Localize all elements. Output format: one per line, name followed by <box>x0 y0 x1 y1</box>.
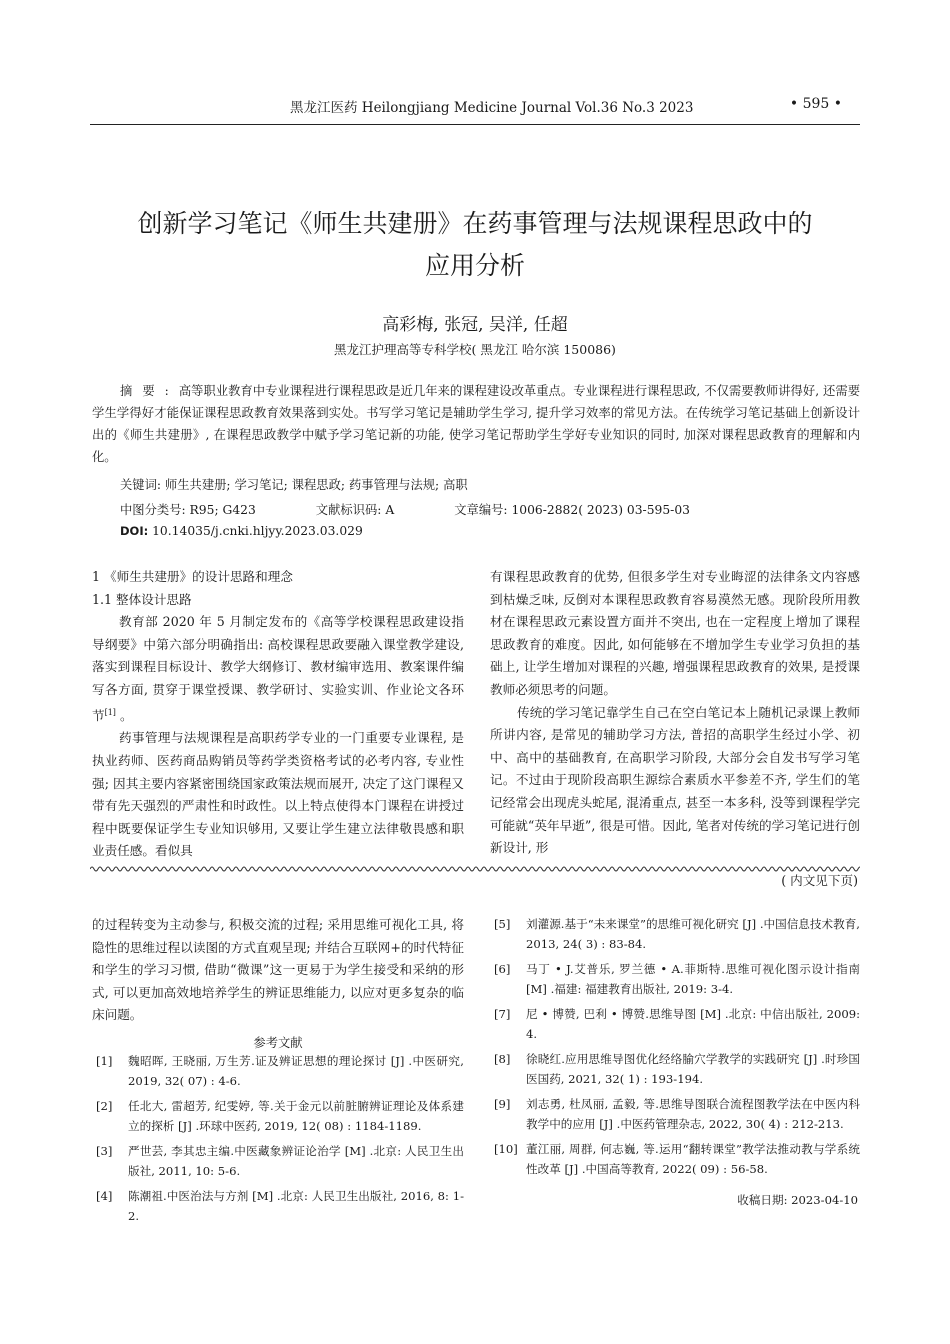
document-code: 文献标识码: A <box>315 503 395 517</box>
reference-number: [8] <box>494 1052 511 1066</box>
reference-item <box>494 1094 860 1134</box>
reference-number: [9] <box>494 1097 511 1111</box>
paper-title-line1: 创新学习笔记《师生共建册》在药事管理与法规课程思政中的 <box>137 209 813 238</box>
authors: 高彩梅, 张冠, 吴洋, 任超 <box>382 315 568 335</box>
reference-text: 陈潮祖.中医治法与方剂 [M] .北京: 人民卫生出版社, 2016, 8: 1-2. <box>128 1189 464 1223</box>
doi <box>120 524 363 538</box>
reference-item <box>96 1051 464 1091</box>
paragraph <box>92 611 464 727</box>
section-heading-1-1: 1.1 整体设计思路 <box>92 591 192 607</box>
references-left <box>96 1051 464 1231</box>
body-column-right <box>490 566 860 860</box>
reference-text: 刘灌源.基于“未来课堂”的思维可视化研究 [J] .中国信息技术教育, 2013, 24( 3) : 83-84. <box>526 917 860 951</box>
reference-item <box>494 1049 860 1089</box>
journal-name: 黑龙江医药 Heilongjiang Medicine Journal Vol.36 No.3 2023 <box>290 100 694 116</box>
wavy-separator <box>90 864 860 874</box>
reference-item <box>494 959 860 999</box>
paragraph: 传统的学习笔记靠学生自己在空白笔记本上随机记录课上教师所讲内容, 是常见的辅助学习方法, 普招的高职学生经过小学、初中、高中的基础教育, 在高职学习阶段, 大部分会自发书写学习笔记。不过由于现阶段高职生源综合素质水平参差不齐, 学生们的笔记经常会出现虎头蛇尾, 混淆重点, 甚至一本多科, 没等到课程学完可能就“英年早逝”, 很是可惜。因此, 笔者对传统的学习笔记进行创新设计, 形 <box>490 704 860 856</box>
citation: [1] <box>104 707 116 717</box>
reference-number: [10] <box>494 1142 518 1156</box>
reference-item <box>96 1096 464 1136</box>
abstract-text: 高等职业教育中专业课程进行课程思政是近几年来的课程建设改革重点。专业课程进行课程思政, 不仅需要教师讲得好, 还需要学生学得好才能保证课程思政教育效果落到实处。书写学习笔记是辅助学生学习, 提升学习效率的常见方法。在传统学习笔记基础上创新设计出的《师生共建册》, 在课程思政教学中赋予学习笔记新的功能, 使学习笔记帮助学生学好专业知识的同时, 加深对课程思政教育的理解和内化。 <box>92 384 860 464</box>
page-number: • 595 • <box>789 96 842 112</box>
doi-label: DOI: <box>120 524 149 538</box>
classification-line <box>120 500 690 518</box>
section-heading-1: 1 《师生共建册》的设计思路和理念 <box>92 569 293 584</box>
keywords: 关键词: 师生共建册; 学习笔记; 课程思政; 药事管理与法规; 高职 <box>120 478 468 492</box>
running-header <box>90 96 860 118</box>
reference-text: 尼 • 博赞, 巴利 • 博赞.思维导图 [M] .北京: 中信出版社, 2009: 4. <box>526 1007 860 1041</box>
reference-text: 徐晓红.应用思维导图优化经络腧穴学教学的实践研究 [J] .时珍国医国药, 2021, 32( 1) : 193-194. <box>526 1052 860 1086</box>
reference-text: 刘志勇, 杜凤丽, 孟毅, 等.思维导图联合流程图教学法在中医内科教学中的应用 [J] .中医药管理杂志, 2022, 30( 4) : 212-213. <box>526 1097 860 1131</box>
continuation-text <box>92 914 464 1027</box>
paragraph: 药事管理与法规课程是高职药学专业的一门重要专业课程, 是执业药师、医药商品购销员等药学类资格考试的必考内容, 专业性强; 因其主要内容紧密围绕国家政策法规而展开, 决定了这门课程又带有先天强烈的严肃性和时政性。以上特点使得本门课程在讲授过程中既要保证学生专业知识够用, 又要让学生建立法律敬畏感和职业责任感。看似具 <box>92 730 464 859</box>
reference-number: [6] <box>494 962 511 976</box>
received-date: 收稿日期: 2023-04-10 <box>737 1193 858 1207</box>
clc-number: 中图分类号: R95; G423 <box>120 503 256 517</box>
paragraph-end: 。 <box>115 707 133 723</box>
reference-number: [2] <box>96 1099 113 1113</box>
reference-number: [7] <box>494 1007 511 1021</box>
reference-item <box>494 1004 860 1044</box>
references-title: 参考文献 <box>253 1036 303 1050</box>
reference-text: 严世芸, 李其忠主编.中医藏象辨证论治学 [M] .北京: 人民卫生出版社, 2011, 10: 5-6. <box>128 1144 464 1178</box>
affiliation: 黑龙江护理高等专科学校( 黑龙江 哈尔滨 150086) <box>334 342 616 357</box>
references-right <box>494 914 860 1184</box>
continued-note: ( 内文见下页) <box>781 873 858 888</box>
reference-item <box>494 1139 860 1179</box>
reference-text: 马丁 • J.艾普乐, 罗兰德 • A.菲斯特.思维可视化图示设计指南 [M] .福建: 福建教育出版社, 2019: 3-4. <box>526 962 860 996</box>
abstract <box>92 380 860 468</box>
abstract-label: 摘要: <box>120 384 179 398</box>
body-column-left <box>92 566 464 863</box>
reference-text: 魏昭晖, 王晓丽, 万生芳.证及辨证思想的理论探讨 [J] .中医研究, 2019, 32( 07) : 4-6. <box>128 1054 464 1088</box>
reference-item <box>96 1141 464 1181</box>
reference-item <box>96 1186 464 1226</box>
paragraph: 的过程转变为主动参与, 积极交流的过程; 采用思维可视化工具, 将隐性的思维过程以读图的方式直观呈现; 并结合互联网+的时代特征和学生的学习习惯, 借助“微课”这一更易于为学生接受和采纳的形式, 可以更加高效地培养学生的辨证思维能力, 以应对更多复杂的临床问题。 <box>92 917 464 1023</box>
paper-title-line2: 应用分析 <box>424 251 525 280</box>
reference-text: 任北大, 雷超芳, 纪雯婷, 等.关于金元以前脏腑辨证理论及体系建立的探析 [J] .环球中医药, 2019, 12( 08) : 1184-1189. <box>128 1099 464 1133</box>
reference-number: [4] <box>96 1189 113 1203</box>
article-number: 文章编号: 1006-2882( 2023) 03-595-03 <box>454 503 690 517</box>
header-rule <box>90 124 860 125</box>
reference-number: [5] <box>494 917 511 931</box>
reference-number: [1] <box>96 1054 113 1068</box>
doi-value: 10.14035/j.cnki.hljyy.2023.03.029 <box>148 524 363 538</box>
reference-number: [3] <box>96 1144 113 1158</box>
reference-text: 董江丽, 周群, 何志巍, 等.运用“翻转课堂”教学法推动教与学系统性改革 [J] .中国高等教育, 2022( 09) : 56-58. <box>526 1142 860 1176</box>
reference-item <box>494 914 860 954</box>
paragraph: 有课程思政教育的优势, 但很多学生对专业晦涩的法律条文内容感到枯燥乏味, 反倒对本课程思政教育容易漠然无感。现阶段所用教材在课程思政元素设置方面并不突出, 也在一定程度上增加了课程思政教育的难度。因此, 如何能够在不增加学生专业学习负担的基础上, 让学生增加对课程的兴趣, 增强课程思政教育的效果, 是授课教师必须思考的问题。 <box>490 569 860 697</box>
paragraph-text: 教育部 2020 年 5 月制定发布的《高等学校课程思政建设指导纲要》中第六部分明确指出: 高校课程思政要融入课堂教学建设, 落实到课程目标设计、教学大纲修订、教材编审选用、教案课件编写各方面, 贯穿于课堂授课、教学研讨、实验实训、作业论文各环节 <box>92 614 464 723</box>
